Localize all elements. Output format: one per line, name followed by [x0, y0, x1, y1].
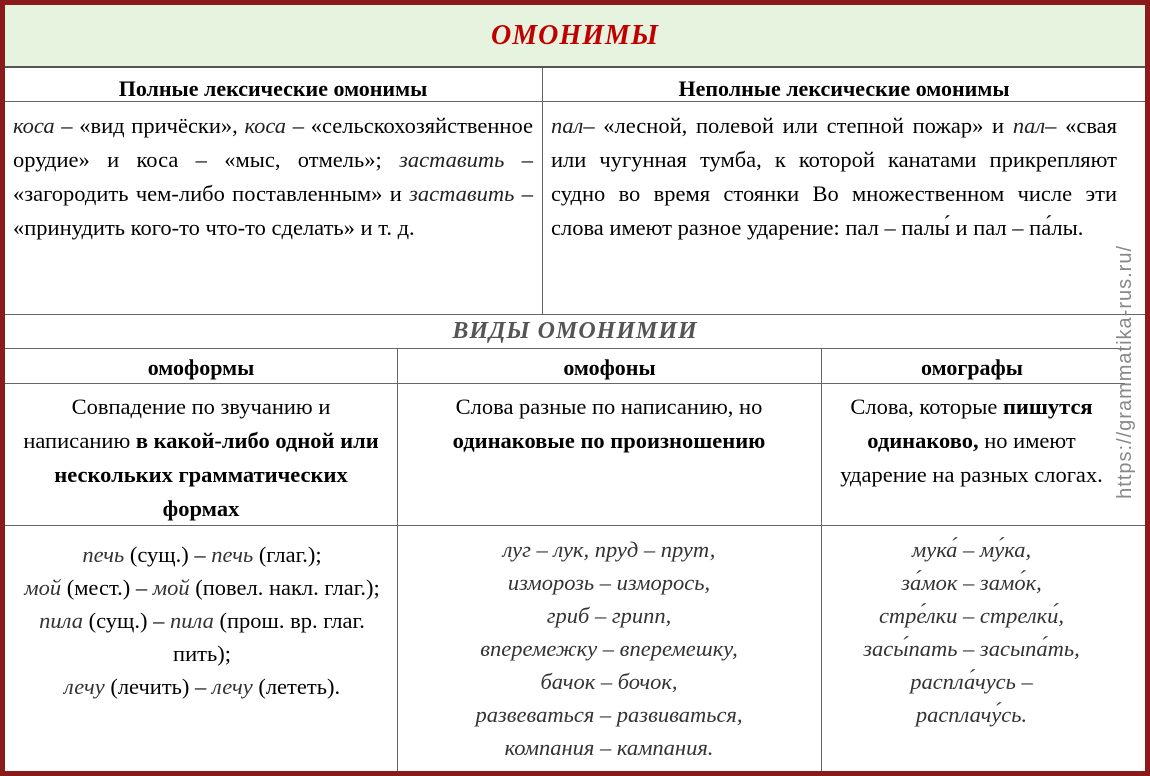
divider [821, 348, 822, 771]
example-word: заставить [399, 147, 505, 172]
list-item: пила (сущ.) – пила (прош. вр. глаг. пить); [39, 608, 365, 666]
definition-emphasis: пишутся одинаково, [867, 394, 1093, 453]
full-lexical-text [13, 109, 533, 245]
list-item: мой (мест.) – мой (повел. накл. глаг.); [24, 575, 380, 600]
list-item: вперемежку – вперемешку, [480, 636, 738, 661]
list-item: расплачу́сь. [915, 702, 1028, 727]
list-item: компания – кампания. [504, 735, 714, 760]
definition-text: – «принудить кого-то что-то сделать» и т. д. [13, 181, 533, 240]
divider [542, 68, 543, 314]
section-title: ВИДЫ ОМОНИМИИ [452, 318, 698, 344]
definition-text: но имеют ударение на разных слогах. [840, 428, 1103, 487]
partial-lexical-text [551, 109, 1117, 245]
column-header-omoformy: омоформы [147, 355, 255, 380]
example-word: пал [1012, 113, 1046, 138]
list-item: стре́лки – стрелки́, [878, 603, 1065, 628]
example-word: коса [244, 113, 287, 138]
list-item: распла́чусь – [910, 669, 1033, 694]
column-header-omografy: омографы [921, 355, 1023, 380]
divider [5, 348, 1125, 349]
divider [5, 525, 1145, 526]
definition-text: Совпадение по звучанию и написанию [23, 394, 331, 453]
definition-text: – «свая или чугунная тумба, к которой канатами прикрепляют судно во время стоянки Во множественном числе эти слова имеют разное ударение: пал – палы́ и пал – па́лы. [551, 113, 1117, 240]
list-item: развеваться – развиваться, [475, 702, 743, 727]
watermark-link[interactable]: https://grammatika-rus.ru/ [1114, 245, 1136, 499]
definition-text: – «лесной, полевой или степной пожар» и [583, 113, 1013, 138]
divider [397, 348, 398, 771]
definition-text: Слова, которые [850, 394, 1003, 419]
list-item: бачок – бочок, [540, 669, 678, 694]
examples-omoformy [13, 538, 391, 703]
list-item: засы́пать – засыпа́ть, [863, 636, 1080, 661]
partial-lexical-header: Неполные лексические омонимы [678, 76, 1010, 101]
definition-emphasis: в какой-либо одной или нескольких грамматических формах [54, 428, 379, 521]
list-item: изморозь – изморось, [507, 570, 711, 595]
examples-omografy [829, 533, 1114, 731]
example-word: коса [13, 113, 55, 138]
definition-text: – «загородить чем-либо поставленным» и [13, 147, 534, 206]
definition-omografy [829, 390, 1114, 492]
definition-text: – «вид причёски», [54, 113, 245, 138]
definition-omofony [405, 390, 813, 458]
example-word: пал [551, 113, 584, 138]
omonimy-table [5, 5, 1145, 771]
definition-text: – «сельскохозяйственное орудие» и коса – «мыс, отмель»; [13, 113, 533, 172]
list-item: печь (сущ.) – печь (глаг.); [82, 542, 322, 567]
definition-omoformy [19, 390, 383, 526]
page-title: ОМОНИМЫ [491, 19, 659, 51]
list-item: за́мок – замо́к, [901, 570, 1042, 595]
divider [5, 383, 1125, 384]
divider [5, 314, 1145, 315]
list-item: мука́ – му́ка, [911, 537, 1032, 562]
definition-text: Слова разные по написанию, но [455, 394, 763, 419]
list-item: луг – лук, пруд – прут, [502, 537, 716, 562]
title-bar [5, 5, 1145, 68]
full-lexical-header: Полные лексические омонимы [118, 76, 428, 101]
divider [5, 101, 1145, 102]
examples-omofony [405, 533, 813, 764]
definition-emphasis: одинаковые по произношению [452, 428, 766, 453]
column-header-omofony: омофоны [563, 355, 656, 380]
list-item: гриб – грипп, [546, 603, 672, 628]
list-item: лечу (лечить) – лечу (лететь). [63, 674, 341, 699]
example-word: заставить [409, 181, 515, 206]
